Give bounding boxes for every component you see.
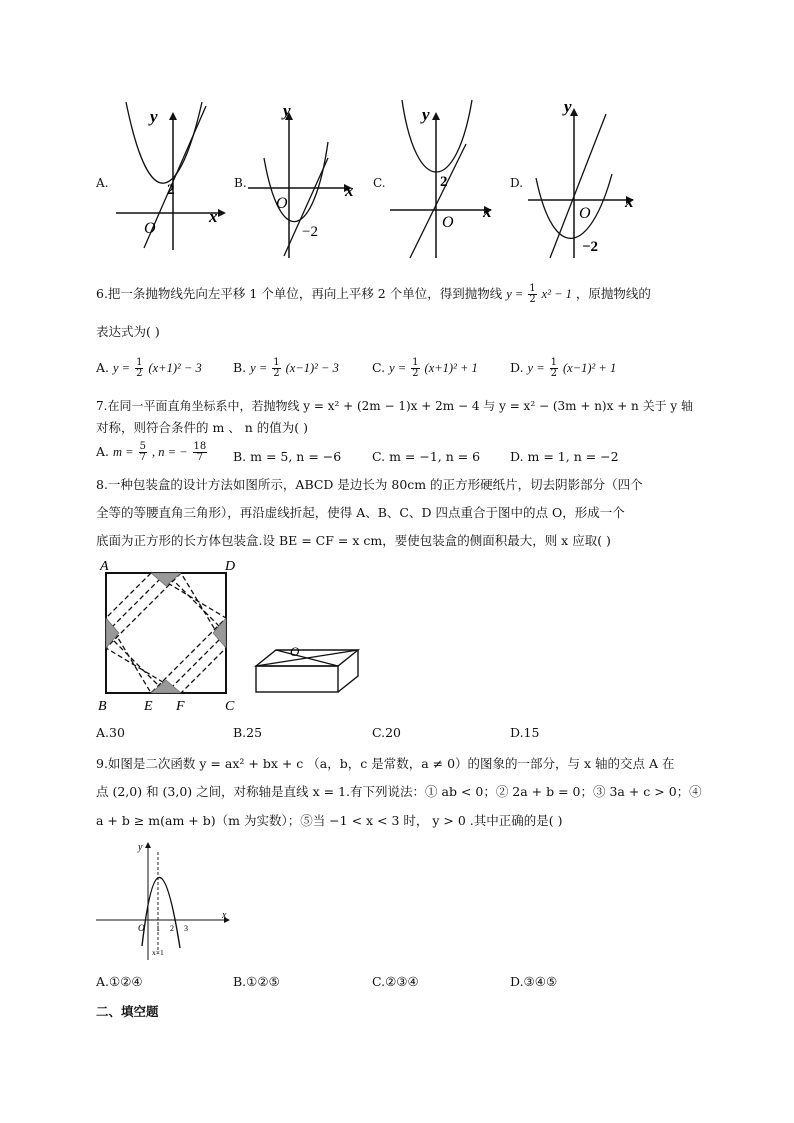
q6-option-a-post: (x+1)² − 3 bbox=[148, 361, 202, 375]
q6-option-a-den: 2 bbox=[136, 368, 143, 379]
q6-option-a-letter: A. bbox=[96, 360, 110, 375]
q6-option-c[interactable] bbox=[372, 358, 478, 379]
q7-option-a-m: m = bbox=[113, 445, 134, 459]
q9-option-d[interactable]: D.③④⑤ bbox=[510, 974, 558, 989]
q6-option-d-letter: D. bbox=[510, 360, 524, 375]
q8-stem-line2: 全等的等腰直角三角形），再沿虚线折起，使得 A、B、C、D 四点重合于图中的点 O，形成一个 bbox=[96, 505, 625, 520]
q7-option-a-m-den: 7 bbox=[139, 452, 146, 463]
q9-parabola-figure bbox=[94, 838, 234, 966]
q6-option-d-pre: y = bbox=[527, 361, 545, 375]
q6-option-c-letter: C. bbox=[372, 360, 386, 375]
q9-option-a[interactable]: A.①②④ bbox=[96, 974, 143, 989]
q8-option-c[interactable]: C.20 bbox=[372, 725, 401, 740]
q6-formula-post: x² − 1 bbox=[541, 287, 572, 301]
q9-y-label: y bbox=[138, 842, 143, 853]
q9-axis-label: x=1 bbox=[152, 948, 164, 957]
q9-x-label: x bbox=[222, 910, 227, 921]
q5-graph-a bbox=[110, 100, 230, 260]
q6-option-b-pre: y = bbox=[250, 361, 268, 375]
q7-option-a-m-num: 5 bbox=[139, 441, 146, 452]
q6-option-b-num: 1 bbox=[273, 357, 280, 368]
q9-stem-line3: a + b ≥ m(am + b)（m 为实数）；⑤当 −1 < x < 3 时， y > 0 .其中正确的是( ) bbox=[96, 813, 563, 828]
q6-half-num: 1 bbox=[529, 283, 536, 294]
q7-option-a-n: , n = − bbox=[151, 445, 188, 459]
q6-half-fraction bbox=[528, 284, 536, 305]
q9-option-c[interactable]: C.②③④ bbox=[372, 974, 419, 989]
q6-half-den: 2 bbox=[529, 294, 536, 305]
q5-option-d-letter: D. bbox=[510, 176, 524, 190]
q5-graph-c bbox=[386, 96, 506, 260]
q7-option-a-n-fraction bbox=[193, 442, 208, 463]
q8-label-e: E bbox=[144, 699, 153, 714]
q5a-y-label: y bbox=[150, 107, 158, 126]
q8-option-a[interactable]: A.30 bbox=[96, 725, 125, 740]
q8-label-a: A bbox=[100, 559, 109, 574]
q5c-x-label: x bbox=[483, 202, 492, 221]
q6-option-c-den: 2 bbox=[412, 368, 419, 379]
q5-option-b-letter: B. bbox=[234, 176, 247, 190]
q5b-y-label: y bbox=[283, 101, 291, 120]
q6-option-a-fraction bbox=[135, 358, 143, 379]
q6-option-d-post: (x−1)² + 1 bbox=[563, 361, 617, 375]
q6-option-c-post: (x+1)² + 1 bbox=[424, 361, 478, 375]
q5a-two-label: 2 bbox=[167, 182, 175, 198]
q9-tick-2: 2 bbox=[170, 924, 174, 933]
q5-graph-b bbox=[244, 100, 364, 260]
q9-tick-1: 1 bbox=[156, 924, 160, 933]
q7-option-a-n-num: 18 bbox=[193, 441, 207, 452]
q6-stem-line2: 表达式为( ) bbox=[96, 324, 160, 339]
q5d-x-label: x bbox=[625, 192, 634, 211]
q6-option-b-letter: B. bbox=[233, 360, 247, 375]
q8-square-figure bbox=[94, 556, 244, 716]
q7-option-a-letter: A. bbox=[96, 444, 110, 459]
q6-option-b-den: 2 bbox=[273, 368, 280, 379]
q7-option-a-n-den: 7 bbox=[196, 452, 204, 463]
q7-stem-line2: 对称，则符合条件的 m 、 n 的值为( ) bbox=[96, 420, 309, 435]
q5b-origin-label: O bbox=[276, 195, 288, 212]
q6-stem-post: ，原抛物线的 bbox=[575, 286, 651, 301]
q8-stem-line1: 8.一种包装盒的设计方法如图所示，ABCD 是边长为 80cm 的正方形硬纸片，切去阴影部分（四个 bbox=[96, 477, 643, 492]
q5d-neg-two-label: −2 bbox=[582, 239, 599, 255]
q8-box-figure bbox=[252, 640, 362, 700]
q8-option-b[interactable]: B.25 bbox=[233, 725, 263, 740]
q6-stem-pre: 6.把一条抛物线先向左平移 1 个单位，再向上平移 2 个单位，得到抛物线 bbox=[96, 286, 503, 301]
q7-option-d[interactable]: D. m = 1, n = −2 bbox=[510, 449, 619, 464]
q5-option-a-letter: A. bbox=[96, 176, 109, 190]
q6-option-a-num: 1 bbox=[136, 357, 143, 368]
q8-option-d[interactable]: D.15 bbox=[510, 725, 540, 740]
q5a-origin-label: O bbox=[144, 220, 156, 237]
q6-option-c-num: 1 bbox=[412, 357, 419, 368]
q8-label-b: B bbox=[98, 699, 107, 714]
q6-option-a-pre: y = bbox=[113, 361, 131, 375]
q6-option-a[interactable] bbox=[96, 358, 202, 379]
q6-option-d-fraction bbox=[550, 358, 558, 379]
q8-label-f: F bbox=[176, 699, 185, 714]
q7-stem-line1: 7.在同一平面直角坐标系中，若抛物线 y = x² + (2m − 1)x + 2m − 4 与 y = x² − (3m + n)x + n 关于 y 轴 bbox=[96, 399, 694, 413]
q5-option-c-letter: C. bbox=[373, 176, 386, 190]
q8-label-o: O bbox=[290, 644, 300, 659]
q6-formula-pre: y = bbox=[506, 287, 524, 301]
q6-option-d-num: 1 bbox=[550, 357, 558, 368]
q6-option-d[interactable] bbox=[510, 358, 616, 379]
q6-option-d-den: 2 bbox=[550, 368, 558, 379]
q5d-origin-label: O bbox=[579, 205, 591, 222]
q5-graph-d bbox=[524, 94, 644, 260]
q5b-x-label: x bbox=[345, 181, 354, 200]
q5c-y-label: y bbox=[422, 105, 430, 124]
q7-option-c[interactable]: C. m = −1, n = 6 bbox=[372, 449, 481, 464]
q7-option-b[interactable]: B. m = 5, n = −6 bbox=[233, 449, 342, 464]
q9-option-b[interactable]: B.①②⑤ bbox=[233, 974, 280, 989]
q7-option-a-m-fraction bbox=[139, 442, 147, 463]
section-heading-fill-in: 二、填空题 bbox=[96, 1004, 159, 1019]
q5b-neg-two-label: −2 bbox=[302, 224, 318, 240]
q5c-two-label: 2 bbox=[440, 174, 448, 190]
q6-stem-line1 bbox=[96, 284, 651, 305]
q6-option-b-fraction bbox=[272, 358, 280, 379]
q6-option-c-pre: y = bbox=[389, 361, 407, 375]
q5a-x-label: x bbox=[209, 207, 218, 226]
q8-stem-line3: 底面为正方形的长方体包装盒.设 BE = CF = x cm，要使包装盒的侧面积最大，则 x 应取( ) bbox=[96, 533, 611, 548]
q5c-origin-label: O bbox=[442, 214, 454, 231]
q9-origin-label: O bbox=[138, 923, 145, 933]
q7-option-a[interactable] bbox=[96, 442, 208, 463]
q9-stem-line2: 点 (2,0) 和 (3,0) 之间，对称轴是直线 x = 1.有下列说法：① ab < 0；② 2a + b = 0；③ 3a + c > 0；④ bbox=[96, 784, 702, 799]
q8-label-c: C bbox=[225, 699, 235, 714]
q6-option-c-fraction bbox=[411, 358, 419, 379]
q5d-y-label: y bbox=[564, 97, 572, 116]
q6-option-b[interactable] bbox=[233, 358, 339, 379]
q9-tick-3: 3 bbox=[184, 924, 188, 933]
q9-stem-line1: 9.如图是二次函数 y = ax² + bx + c （a，b，c 是常数，a ≠ 0）的图象的一部分，与 x 轴的交点 A 在 bbox=[96, 756, 675, 771]
q8-label-d: D bbox=[225, 559, 236, 574]
q6-option-b-post: (x−1)² − 3 bbox=[285, 361, 339, 375]
